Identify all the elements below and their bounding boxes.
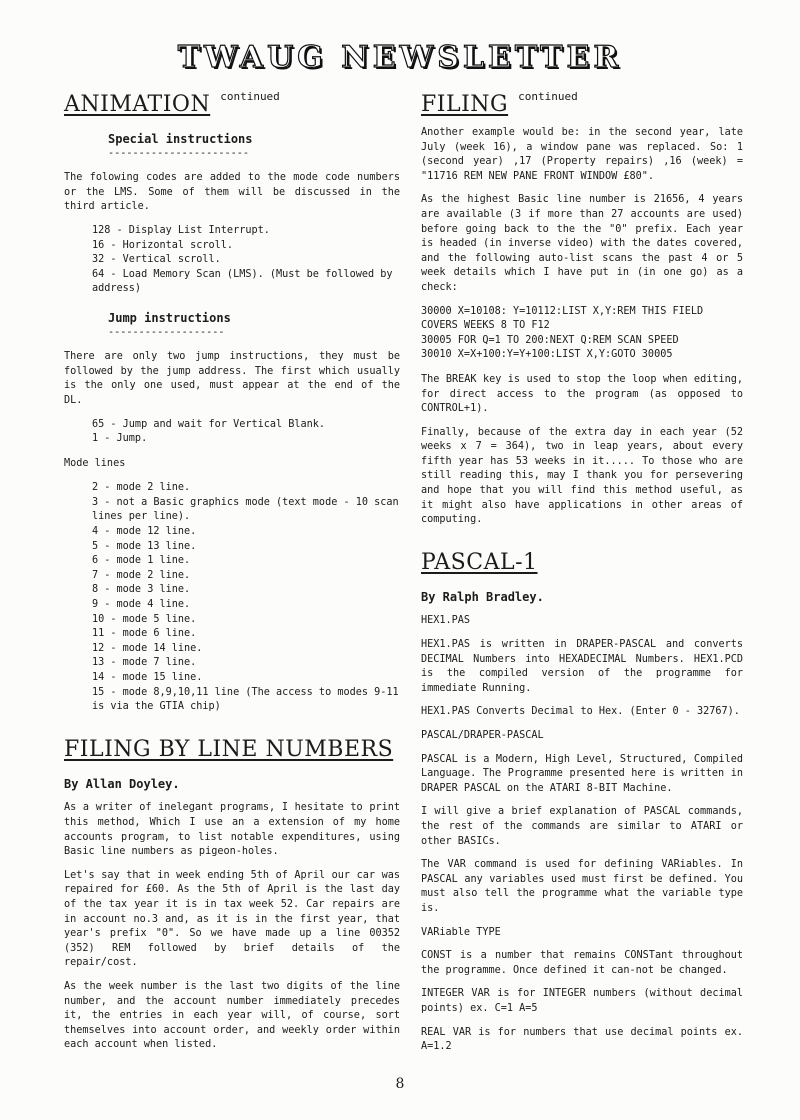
mode-lines-list — [64, 481, 400, 715]
paragraph: PASCAL/DRAPER-PASCAL — [421, 730, 544, 741]
page-number: 8 — [395, 1076, 405, 1092]
paragraph: Finally, because of the extra day in each year (52 weeks x 7 = 364), two in leap years, about every fifth year has 53 weeks in it..... To those who are still reading this, may I thank you for persevering and hope that you will find this method useful, as it might also have applications in other areas of computing. — [421, 426, 743, 526]
list-item: 64 - Load Memory Scan (LMS). (Must be followed by address) — [92, 268, 393, 295]
mode-lines-heading: Mode lines — [64, 457, 126, 469]
continued-label: continued — [518, 90, 578, 103]
list-item: 32 - Vertical scroll. — [92, 254, 221, 266]
paragraph: INTEGER VAR is for INTEGER numbers (without decimal points) ex. C=1 A=5 — [421, 988, 743, 1014]
heading-rule: ----------------------- — [108, 147, 250, 159]
filing-cont-heading — [421, 92, 743, 118]
list-item: 6 - mode 1 line. — [92, 555, 191, 567]
code-line: 30005 FOR Q=1 TO 200:NEXT Q:REM SCAN SPEED — [421, 334, 679, 346]
jump-instructions-heading: Jump instructions — [108, 310, 231, 325]
list-item: 7 - mode 2 line. — [92, 569, 191, 581]
pascal-heading — [421, 550, 743, 576]
filing-lines-heading — [64, 737, 400, 763]
special-instructions-heading: Special instructions — [108, 132, 253, 146]
paragraph: HEX1.PAS is written in DRAPER-PASCAL and converts DECIMAL Numbers into HEXADECIMAL Numbers. HEX1.PCD is the compiled version of the programme for immediate Running. — [421, 639, 743, 694]
code-listing — [421, 305, 743, 363]
paragraph: HEX1.PAS — [421, 615, 471, 627]
list-item: 14 - mode 15 line. — [92, 672, 203, 683]
jump-intro: There are only two jump instructions, they must be followed by the jump address. The first which usually is the only one used, must appear at the end of the DL. — [64, 351, 400, 406]
list-item: 2 - mode 2 line. — [92, 482, 191, 494]
special-intro: The folowing codes are added to the mode code numbers or the LMS. Some of them will be discussed in the third article. — [64, 172, 400, 213]
left-column — [64, 92, 400, 1062]
paragraph: I will give a brief explanation of PASCAL commands, the rest of the commands are similar to ATARI or other BASICs. — [421, 806, 743, 847]
list-item: 3 - not a Basic graphics mode (text mode - 10 scan lines per line). — [92, 496, 399, 523]
animation-heading — [64, 92, 400, 118]
list-item: 11 - mode 6 line. — [92, 628, 197, 640]
heading-rule: ------------------- — [108, 326, 225, 338]
paragraph: As the week number is the last two digits of the line number, and the account number immediately precedes it, the entries in each year will, of course, sort themselves into account order, and weekly order within each account when listed. — [64, 980, 400, 1051]
list-item: 15 - mode 8,9,10,11 line (The access to modes 9-11 is via the GTIA chip) — [92, 686, 399, 713]
list-item: 10 - mode 5 line. — [92, 613, 197, 625]
list-item: 9 - mode 4 line. — [92, 599, 191, 611]
list-item: 4 - mode 12 line. — [92, 526, 197, 538]
paragraph: The BREAK key is used to stop the loop when editing, for direct access to the program (as opposed to CONTROL+1). — [421, 373, 743, 415]
list-item: 128 - Display List Interrupt. — [92, 224, 270, 236]
paragraph: As a writer of inelegant programs, I hesitate to print this method, Which I use an a extension of my home accounts program, to list notable expenditures, using Basic line numbers as pigeon-holes. — [64, 802, 400, 858]
special-codes-list — [64, 224, 400, 297]
byline: By Allan Doyley. — [64, 776, 180, 791]
paragraph: HEX1.PAS Converts Decimal to Hex. (Enter 0 - 32767). — [421, 706, 740, 718]
code-line: 30000 X=10108: Y=10112:LIST X,Y:REM THIS FIELD COVERS WEEKS 8 TO F12 — [421, 305, 704, 332]
paragraph: As the highest Basic line number is 21656, 4 years are available (3 if more than 27 accounts are used) before going back to the the "0" prefix. Each year is headed (in inverse video) with the dates covered, and the following auto-list scans the past 4 or 5 week details which I have put in (in one go) as a check: — [421, 194, 743, 293]
paragraph: VARiable TYPE — [421, 926, 501, 938]
list-item: 16 - Horizontal scroll. — [92, 239, 234, 251]
list-item: 13 - mode 7 line. — [92, 657, 197, 669]
paragraph: PASCAL is a Modern, High Level, Structured, Compiled Language. The Programme presented here is written in DRAPER PASCAL on the ATARI 8-BIT Machine. — [421, 753, 743, 794]
paragraph: REAL VAR is for numbers that use decimal points ex. A=1.2 — [421, 1026, 743, 1053]
list-item: 8 - mode 3 line. — [92, 584, 191, 596]
pascal-title: PASCAL-1 — [421, 549, 538, 575]
paragraph: CONST is a number that remains CONSTant throughout the programme. Once defined it can-not be changed. — [421, 950, 743, 976]
filing-title: FILING — [421, 92, 509, 117]
list-item: 65 - Jump and wait for Vertical Blank. — [92, 418, 326, 430]
filing-lines-title: FILING BY LINE NUMBERS — [64, 736, 394, 762]
list-item: 5 - mode 13 line. — [92, 540, 197, 552]
paragraph: Let's say that in week ending 5th of April our car was repaired for £60. As the 5th of April is the last day of the tax year it is in tax week 52. Car repairs are in account no.3 and, as it is in the first year, that year's prefix "0". So we have made up a line 00352 (352) REM followed by brief details of the repair/cost. — [64, 869, 400, 969]
byline: By Ralph Bradley. — [421, 589, 544, 604]
code-line: 30010 X=X+100:Y=Y+100:LIST X,Y:GOTO 30005 — [421, 349, 673, 361]
list-item: 1 - Jump. — [92, 433, 148, 445]
masthead: TWAUG NEWSLETTER — [177, 40, 623, 75]
jump-codes-list — [64, 418, 400, 447]
continued-label: continued — [220, 90, 280, 103]
paragraph: Another example would be: in the second year, late July (week 16), a window pane was replaced. So: 1 (second year) ,17 (Property repairs) ,16 (week) = "11716 REM NEW PANE FRONT WINDOW £80". — [421, 127, 743, 182]
paragraph: The VAR command is used for defining VARiables. In PASCAL any variables used must first be defined. You must also tell the programme what the variable type is. — [421, 859, 743, 914]
animation-title: ANIMATION — [64, 92, 211, 117]
list-item: 12 - mode 14 line. — [92, 642, 203, 654]
right-column — [421, 92, 743, 1064]
